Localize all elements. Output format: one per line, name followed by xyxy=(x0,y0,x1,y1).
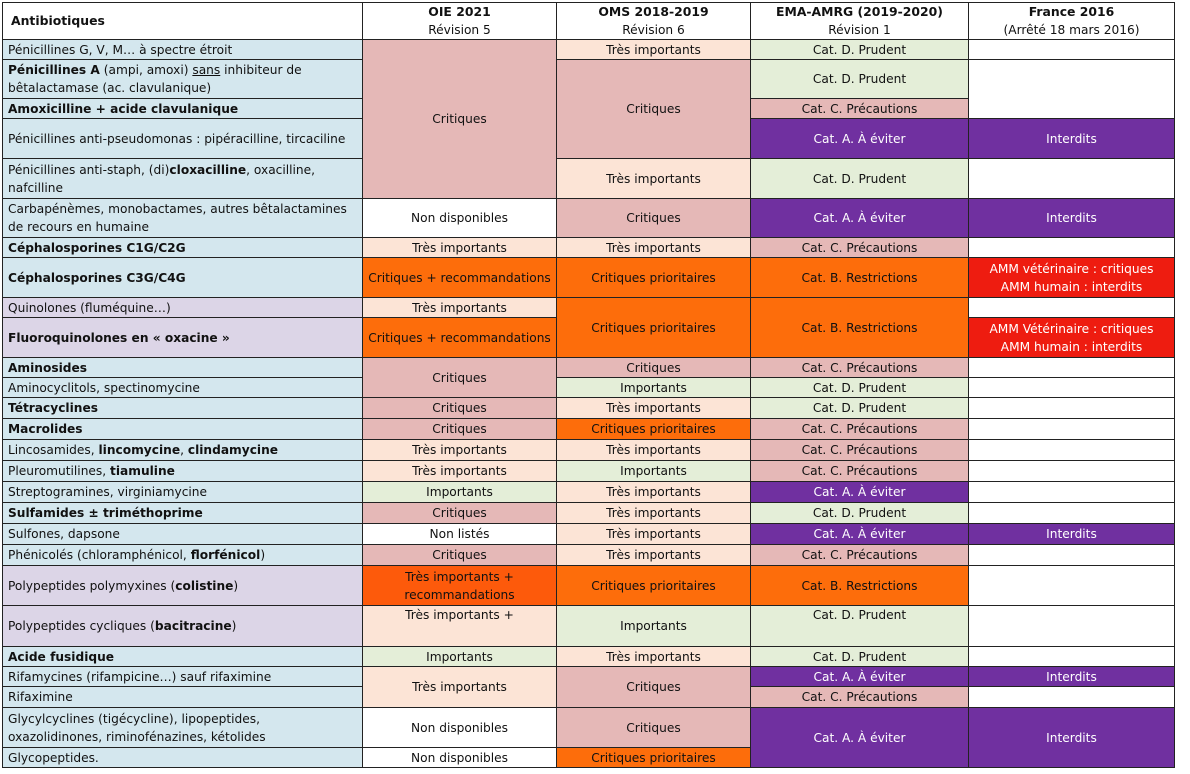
oms-cell: Critiques xyxy=(557,60,751,159)
oie-cell: Critiques xyxy=(363,398,557,419)
antibiotic-name: Streptogramines, virginiamycine xyxy=(3,482,363,503)
antibiotic-name: Rifamycines (rifampicine…) sauf rifaximine xyxy=(3,667,363,687)
france-cell: Interdits xyxy=(969,667,1175,687)
ema-cell: Cat. B. Restrictions xyxy=(751,298,969,358)
antibiotic-name: Sulfones, dapsone xyxy=(3,524,363,545)
antibiotic-name xyxy=(3,159,363,199)
france-cell xyxy=(969,159,1175,199)
ema-cell: Cat. B. Restrictions xyxy=(751,258,969,298)
france-cell: Interdits xyxy=(969,708,1175,768)
name-part: sans xyxy=(192,63,221,77)
antibiotic-name xyxy=(3,461,363,482)
france-cell xyxy=(969,503,1175,524)
oms-cell: Importants xyxy=(557,606,751,647)
oie-cell: Non disponibles xyxy=(363,748,557,768)
header-fr-title: France 2016 xyxy=(1028,4,1115,19)
ema-cell: Cat. D. Prudent xyxy=(751,647,969,667)
header-ema-sub: Révision 1 xyxy=(828,23,891,37)
name-part: colistine xyxy=(175,578,234,593)
oie-cell: Très importants xyxy=(363,667,557,708)
name-part: ) xyxy=(233,578,239,593)
table-row xyxy=(3,647,1175,667)
header-oie xyxy=(363,3,557,40)
name-part: Lincosamides, xyxy=(8,443,99,457)
name-part: ) xyxy=(260,548,266,562)
header-oms-sub: Révision 6 xyxy=(622,23,685,37)
france-cell xyxy=(969,60,1175,119)
ema-cell: Cat. D. Prudent xyxy=(751,159,969,199)
france-cell: Interdits xyxy=(969,199,1175,238)
name-part: ) xyxy=(231,619,237,633)
oms-cell: Très importants xyxy=(557,524,751,545)
table-row xyxy=(3,419,1175,440)
table-row xyxy=(3,358,1175,378)
france-cell xyxy=(969,398,1175,419)
france-cell: AMM Vétérinaire : critiques AMM humain : interdits xyxy=(969,318,1175,358)
antibiotics-classification-table xyxy=(2,2,1175,768)
france-cell: Interdits xyxy=(969,119,1175,159)
table-row xyxy=(3,398,1175,419)
ema-cell: Cat. A. À éviter xyxy=(751,708,969,768)
france-cell xyxy=(969,298,1175,318)
oie-cell: Non disponibles xyxy=(363,199,557,238)
table-row xyxy=(3,258,1175,298)
france-cell xyxy=(969,482,1175,503)
antibiotic-name: Sulfamides ± triméthoprime xyxy=(3,503,363,524)
header-row xyxy=(3,3,1175,40)
name-part: Polypeptides polymyxines ( xyxy=(8,578,176,593)
oms-cell: Critiques xyxy=(557,358,751,378)
oms-cell: Très importants xyxy=(557,440,751,461)
ema-cell: Cat. D. Prudent xyxy=(751,378,969,398)
name-part: (ampi, amoxi) xyxy=(99,63,193,77)
oie-cell: Critiques xyxy=(363,545,557,566)
header-antibiotiques: Antibiotiques xyxy=(3,3,363,40)
antibiotic-name: Glycylcyclines (tigécycline), lipopeptides, oxazolidinones, riminofénazines, kétolides xyxy=(3,708,363,748)
ema-cell: Cat. C. Précautions xyxy=(751,545,969,566)
oie-cell: Importants xyxy=(363,482,557,503)
france-cell xyxy=(969,566,1175,606)
france-cell xyxy=(969,378,1175,398)
ema-cell: Cat. A. À éviter xyxy=(751,199,969,238)
header-oie-sub: Révision 5 xyxy=(428,23,491,37)
antibiotic-name xyxy=(3,606,363,647)
oie-cell: Non listés xyxy=(363,524,557,545)
antibiotic-name: Céphalosporines C3G/C4G xyxy=(3,258,363,298)
france-cell xyxy=(969,647,1175,667)
table-row xyxy=(3,503,1175,524)
antibiotic-name xyxy=(3,566,363,606)
antibiotic-name xyxy=(3,440,363,461)
antibiotic-name: Quinolones (fluméquine…) xyxy=(3,298,363,318)
header-oms xyxy=(557,3,751,40)
ema-cell: Cat. C. Précautions xyxy=(751,461,969,482)
ema-cell: Cat. D. Prudent xyxy=(751,606,969,647)
table-row xyxy=(3,298,1175,318)
oms-cell: Très importants xyxy=(557,503,751,524)
oms-cell: Très importants xyxy=(557,545,751,566)
name-part: Pénicillines A xyxy=(8,63,100,77)
name-part: lincomycine xyxy=(98,443,181,457)
ema-cell: Cat. C. Précautions xyxy=(751,440,969,461)
oie-cell: Critiques xyxy=(363,419,557,440)
oms-cell: Très importants xyxy=(557,238,751,258)
ema-cell: Cat. D. Prudent xyxy=(751,398,969,419)
antibiotic-name: Amoxicilline + acide clavulanique xyxy=(3,99,363,119)
france-cell xyxy=(969,545,1175,566)
oie-cell: Critiques + recommandations xyxy=(363,258,557,298)
oms-cell: Critiques prioritaires xyxy=(557,298,751,358)
name-part: , oxacilline, nafcilline xyxy=(8,162,316,195)
ema-cell: Cat. D. Prudent xyxy=(751,503,969,524)
name-part: inhibiteur de bêtalactamase (ac. clavulanique) xyxy=(8,63,302,95)
oie-cell: Très importants xyxy=(363,238,557,258)
antibiotic-name: Aminocyclitols, spectinomycine xyxy=(3,378,363,398)
ema-cell: Cat. A. À éviter xyxy=(751,524,969,545)
antibiotic-name: Glycopeptides. xyxy=(3,748,363,768)
france-cell xyxy=(969,419,1175,440)
oie-cell: Très importants xyxy=(363,298,557,318)
oie-cell: Très importants + xyxy=(363,606,557,647)
oms-cell: Importants xyxy=(557,461,751,482)
header-oie-title: OIE 2021 xyxy=(428,4,491,19)
table-row xyxy=(3,566,1175,606)
oie-cell: Critiques xyxy=(363,503,557,524)
antibiotic-name: Macrolides xyxy=(3,419,363,440)
ema-cell: Cat. C. Précautions xyxy=(751,419,969,440)
oms-cell: Critiques prioritaires xyxy=(557,419,751,440)
table-row xyxy=(3,440,1175,461)
table-row xyxy=(3,60,1175,80)
header-ema-title: EMA-AMRG (2019-2020) xyxy=(776,4,943,19)
ema-cell: Cat. D. Prudent xyxy=(751,40,969,60)
table-row xyxy=(3,199,1175,238)
table-row xyxy=(3,40,1175,60)
ema-cell: Cat. C. Précautions xyxy=(751,358,969,378)
oms-cell: Très importants xyxy=(557,159,751,199)
oie-cell: Critiques + recommandations xyxy=(363,318,557,358)
name-part: , xyxy=(180,443,188,457)
header-france xyxy=(969,3,1175,40)
table-row xyxy=(3,461,1175,482)
antibiotic-name: Pénicillines anti-pseudomonas : pipéracilline, tircaciline xyxy=(3,119,363,159)
ema-cell: Cat. D. Prudent xyxy=(751,60,969,99)
header-ema xyxy=(751,3,969,40)
name-part: bacitracine xyxy=(154,619,232,633)
france-cell xyxy=(969,40,1175,60)
oie-cell: Critiques xyxy=(363,358,557,398)
ema-cell: Cat. C. Précautions xyxy=(751,687,969,708)
antibiotic-name: Fluoroquinolones en « oxacine » xyxy=(3,318,363,358)
oie-cell: Critiques xyxy=(363,40,557,199)
name-part: tiamuline xyxy=(110,464,175,478)
antibiotic-name xyxy=(3,60,363,99)
name-part: cloxacilline xyxy=(169,162,247,177)
table-row xyxy=(3,378,1175,398)
oms-cell: Très importants xyxy=(557,647,751,667)
ema-cell: Cat. A. À éviter xyxy=(751,667,969,687)
table-row xyxy=(3,482,1175,503)
oie-cell: Très importants xyxy=(363,440,557,461)
table-row xyxy=(3,667,1175,687)
antibiotic-name: Carbapénèmes, monobactames, autres bêtalactamines de recours en humaine xyxy=(3,199,363,238)
ema-cell: Cat. C. Précautions xyxy=(751,238,969,258)
table-row xyxy=(3,545,1175,566)
france-cell xyxy=(969,606,1175,647)
name-part: florfénicol xyxy=(190,548,261,562)
oms-cell: Critiques prioritaires xyxy=(557,748,751,768)
france-cell xyxy=(969,461,1175,482)
table-row xyxy=(3,708,1175,748)
header-oms-title: OMS 2018-2019 xyxy=(598,4,709,19)
france-cell xyxy=(969,358,1175,378)
france-cell xyxy=(969,687,1175,708)
name-part: Phénicolés (chloramphénicol, xyxy=(8,548,191,562)
france-cell xyxy=(969,440,1175,461)
ema-cell: Cat. A. À éviter xyxy=(751,119,969,159)
ema-cell: Cat. B. Restrictions xyxy=(751,566,969,606)
table-row xyxy=(3,524,1175,545)
oms-cell: Très importants xyxy=(557,40,751,60)
antibiotic-name: Pénicillines G, V, M… à spectre étroit xyxy=(3,40,363,60)
france-cell xyxy=(969,238,1175,258)
oms-cell: Critiques xyxy=(557,199,751,238)
antibiotic-name xyxy=(3,545,363,566)
oms-cell: Critiques xyxy=(557,667,751,708)
oms-cell: Critiques prioritaires xyxy=(557,258,751,298)
france-cell: Interdits xyxy=(969,524,1175,545)
name-part: Pleuromutilines, xyxy=(8,464,111,478)
france-cell: AMM vétérinaire : critiques AMM humain : interdits xyxy=(969,258,1175,298)
oms-cell: Très importants xyxy=(557,398,751,419)
table-row xyxy=(3,238,1175,258)
name-part: Polypeptides cycliques ( xyxy=(8,619,155,633)
oms-cell: Critiques xyxy=(557,708,751,748)
oms-cell: Très importants xyxy=(557,482,751,503)
ema-cell: Cat. C. Précautions xyxy=(751,99,969,119)
oms-cell: Importants xyxy=(557,378,751,398)
antibiotic-name: Aminosides xyxy=(3,358,363,378)
antibiotic-name: Acide fusidique xyxy=(3,647,363,667)
table-row xyxy=(3,606,1175,647)
oms-cell: Critiques prioritaires xyxy=(557,566,751,606)
ema-cell: Cat. A. À éviter xyxy=(751,482,969,503)
antibiotic-name: Rifaximine xyxy=(3,687,363,708)
antibiotic-name: Tétracyclines xyxy=(3,398,363,419)
name-part: clindamycine xyxy=(187,443,279,457)
oie-cell: Non disponibles xyxy=(363,708,557,748)
oie-cell: Importants xyxy=(363,647,557,667)
header-fr-sub: (Arrêté 18 mars 2016) xyxy=(1003,23,1140,37)
name-part: Pénicillines anti-staph, (di) xyxy=(8,162,170,177)
antibiotic-name: Céphalosporines C1G/C2G xyxy=(3,238,363,258)
oie-cell: Très importants + recommandations xyxy=(363,566,557,606)
oie-cell: Très importants xyxy=(363,461,557,482)
table-row xyxy=(3,159,1175,179)
